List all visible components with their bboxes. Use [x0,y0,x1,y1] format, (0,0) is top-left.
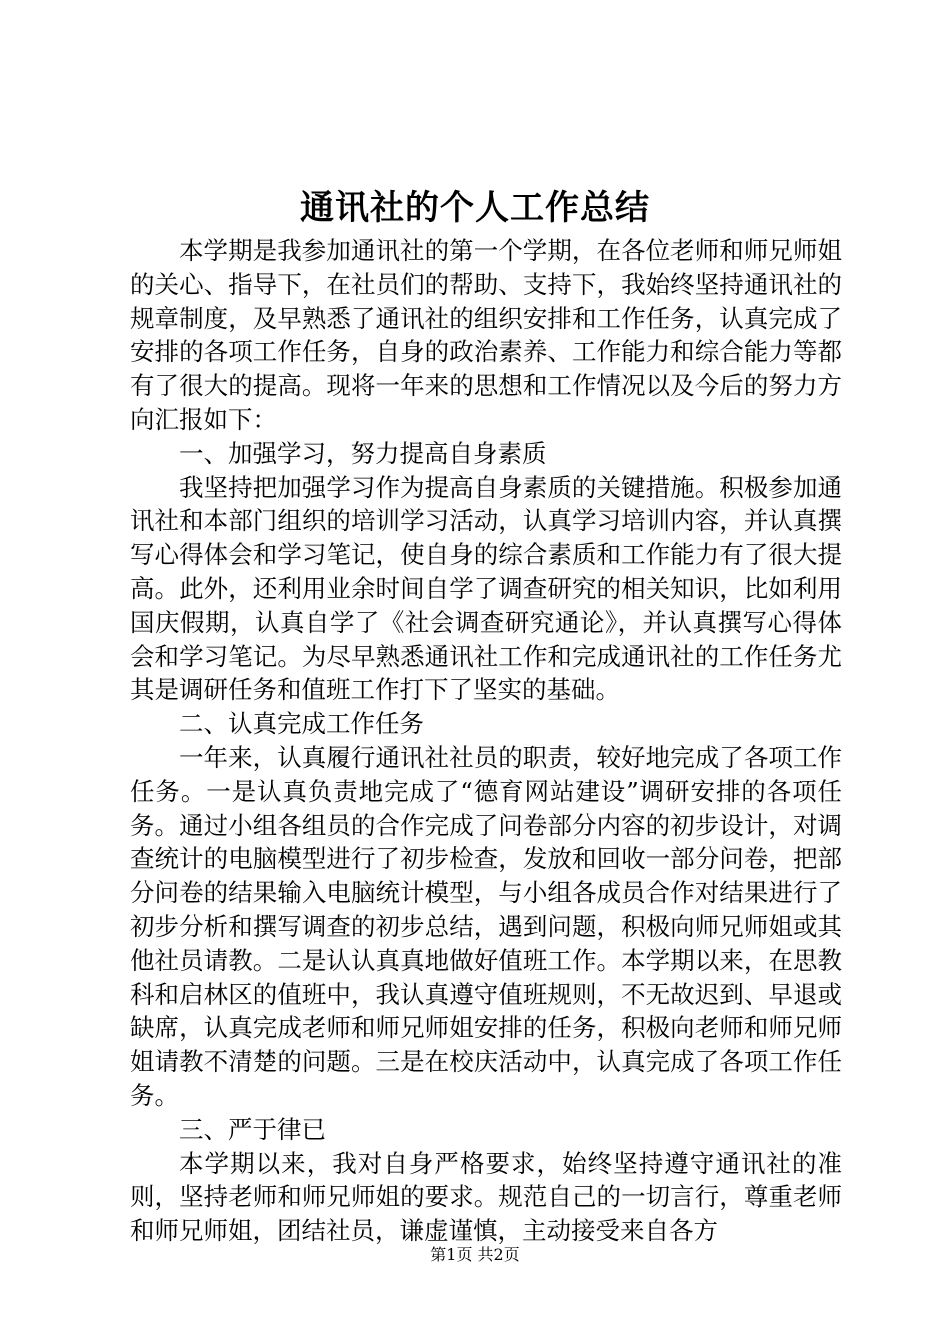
section-heading-3: 三、严于律已 [179,1114,326,1144]
section-heading-2: 二、认真完成工作任务 [179,709,424,739]
page-footer: 第1页 共2页 [430,1245,520,1264]
document-body [130,234,842,1248]
section-heading-1: 一、加强学习，努力提高自身素质 [179,438,547,468]
paragraph-section-2: 一年来，认真履行通讯社社员的职责，较好地完成了各项工作任务。一是认真负责地完成了“德育网站建设”调研安排的各项任务。通过小组各组员的合作完成了问卷部分内容的初步设计，对调查统计的电脑模型进行了初步检查，发放和回收一部分问卷，把部分问卷的结果输入电脑统计模型，与小组各成员合作对结果进行了初步分析和撰写调查的初步总结，遇到问题，积极向师兄师姐或其他社员请教。二是认认真真地做好值班工作。本学期以来，在思教科和启林区的值班中，我认真遵守值班规则，不无故迟到、早退或缺席，认真完成老师和师兄师姐安排的任务，积极向老师和师兄师姐请教不清楚的问题。三是在校庆活动中，认真完成了各项工作任务。 [130,742,842,1110]
paragraph-intro: 本学期是我参加通讯社的第一个学期，在各位老师和师兄师姐的关心、指导下，在社员们的帮助、支持下，我始终坚持通讯社的规章制度，及早熟悉了通讯社的组织安排和工作任务，认真完成了安排的各项工作任务，自身的政治素养、工作能力和综合能力等都有了很大的提高。现将一年来的思想和工作情况以及今后的努力方向汇报如下： [130,236,842,434]
document-title: 通讯社的个人工作总结 [300,188,650,228]
paragraph-section-3: 本学期以来，我对自身严格要求，始终坚持遵守通讯社的准则，坚持老师和师兄师姐的要求。规范自己的一切言行，尊重老师和师兄师姐，团结社员，谦虚谨慎，主动接受来自各方 [130,1148,842,1246]
paragraph-section-1: 我坚持把加强学习作为提高自身素质的关键措施。积极参加通讯社和本部门组织的培训学习活动，认真学习培训内容，并认真撰写心得体会和学习笔记，使自身的综合素质和工作能力有了很大提高。此外，还利用业余时间自学了调查研究的相关知识，比如利用国庆假期，认真自学了《社会调查研究通论》，并认真撰写心得体会和学习笔记。为尽早熟悉通讯社工作和完成通讯社的工作任务尤其是调研任务和值班工作打下了坚实的基础。 [130,472,842,705]
